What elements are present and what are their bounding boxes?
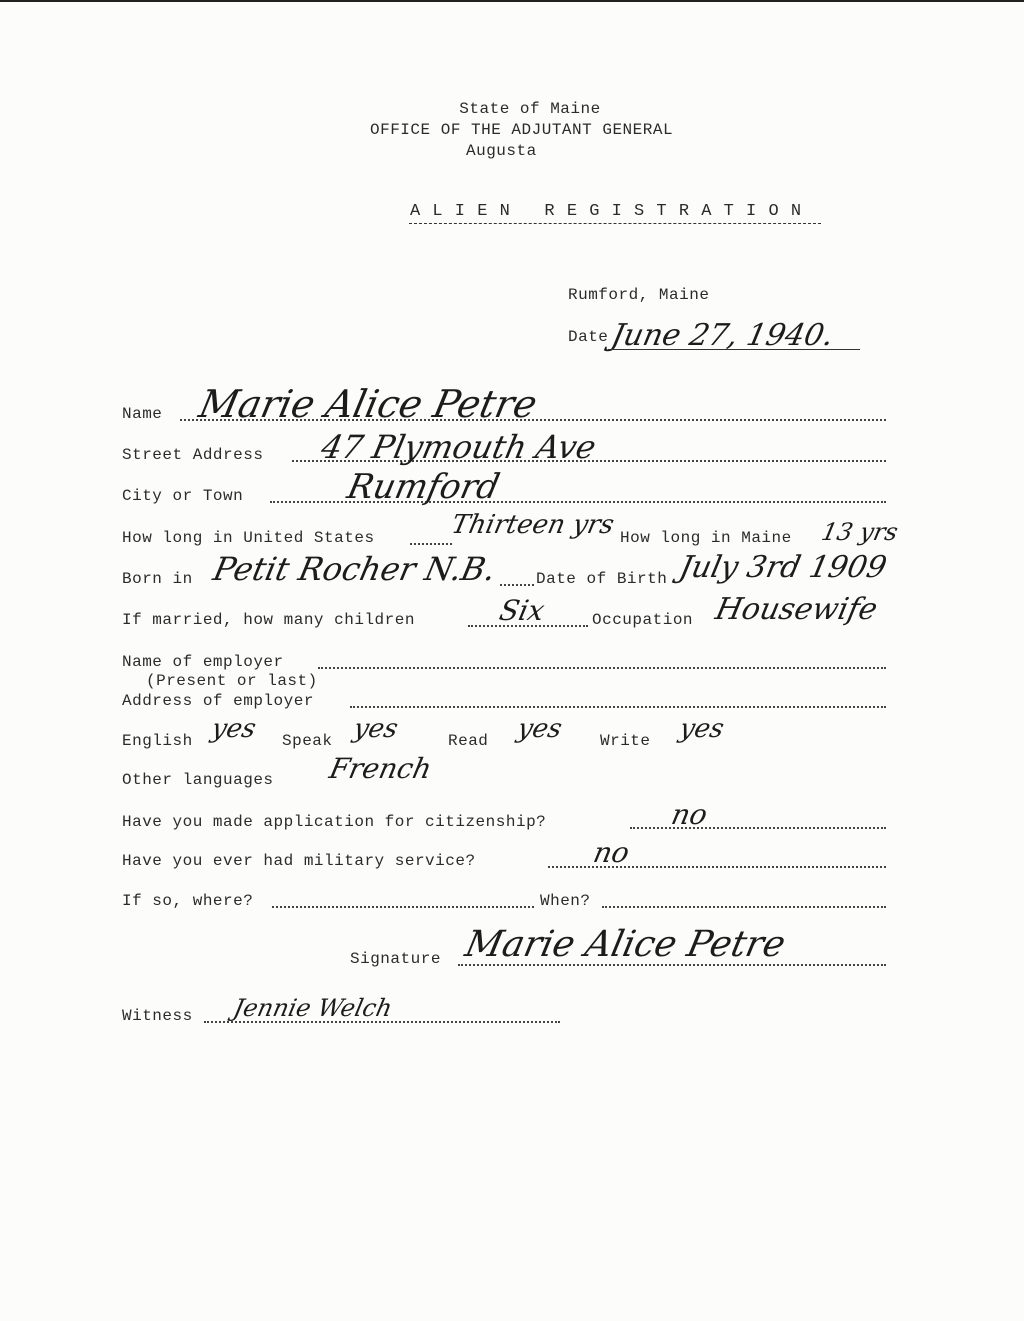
when-label: When? — [540, 892, 591, 910]
place: Rumford, Maine — [568, 286, 710, 304]
english-value: yes — [208, 714, 259, 744]
occupation-value: Housewife — [712, 592, 881, 627]
read-value: yes — [514, 714, 565, 744]
name-label: Name — [122, 405, 163, 423]
where-dots — [272, 906, 534, 908]
date-value: June 27, 1940. — [608, 318, 837, 353]
where-label: If so, where? — [122, 892, 254, 910]
date-line — [608, 349, 860, 350]
birth-date-value: July 3rd 1909 — [676, 550, 890, 585]
form-title: A L I E N R E G I S T R A T I O N — [410, 202, 803, 221]
name-value: Marie Alice Petre — [195, 382, 542, 426]
write-label: Write — [600, 732, 651, 750]
maine-duration-value: 13 yrs — [819, 518, 901, 546]
city-value: Rumford — [343, 467, 504, 507]
other-languages-value: French — [326, 752, 435, 785]
born-in-dots — [500, 584, 534, 586]
military-label: Have you ever had military service? — [122, 852, 476, 870]
write-value: yes — [676, 714, 727, 744]
us-duration-value: Thirteen yrs — [448, 510, 617, 540]
speak-value: yes — [350, 714, 401, 744]
employer-sublabel: (Present or last) — [146, 672, 318, 690]
us-duration-label: How long in United States — [122, 529, 375, 547]
header-state: State of Maine — [459, 100, 601, 118]
signature-value: Marie Alice Petre — [461, 924, 789, 965]
witness-label: Witness — [122, 1007, 193, 1025]
citizenship-value: no — [668, 798, 711, 831]
employer-address-dots — [350, 706, 886, 708]
military-value: no — [590, 836, 633, 869]
date-label: Date — [568, 328, 609, 346]
born-in-value: Petit Rocher N.B. — [209, 550, 500, 588]
maine-duration-label: How long in Maine — [620, 529, 792, 547]
children-value: Six — [496, 594, 548, 627]
header-city: Augusta — [466, 142, 537, 160]
witness-value: Jennie Welch — [231, 994, 395, 1022]
citizenship-label: Have you made application for citizenship? — [122, 813, 547, 831]
when-dots — [602, 906, 886, 908]
street-label: Street Address — [122, 446, 264, 464]
city-label: City or Town — [122, 487, 244, 505]
english-label: English — [122, 732, 193, 750]
children-label: If married, how many children — [122, 611, 415, 629]
other-languages-label: Other languages — [122, 771, 274, 789]
birth-date-label: Date of Birth — [536, 570, 668, 588]
header-office: OFFICE OF THE ADJUTANT GENERAL — [370, 121, 674, 139]
title-underline — [409, 223, 821, 224]
born-in-label: Born in — [122, 570, 193, 588]
speak-label: Speak — [282, 732, 333, 750]
employer-address-label: Address of employer — [122, 692, 314, 710]
street-value: 47 Plymouth Ave — [317, 428, 600, 466]
us-duration-dots — [410, 543, 452, 545]
employer-dots — [318, 667, 886, 669]
signature-label: Signature — [350, 950, 441, 968]
occupation-label: Occupation — [592, 611, 694, 629]
employer-label: Name of employer — [122, 653, 284, 671]
read-label: Read — [448, 732, 489, 750]
